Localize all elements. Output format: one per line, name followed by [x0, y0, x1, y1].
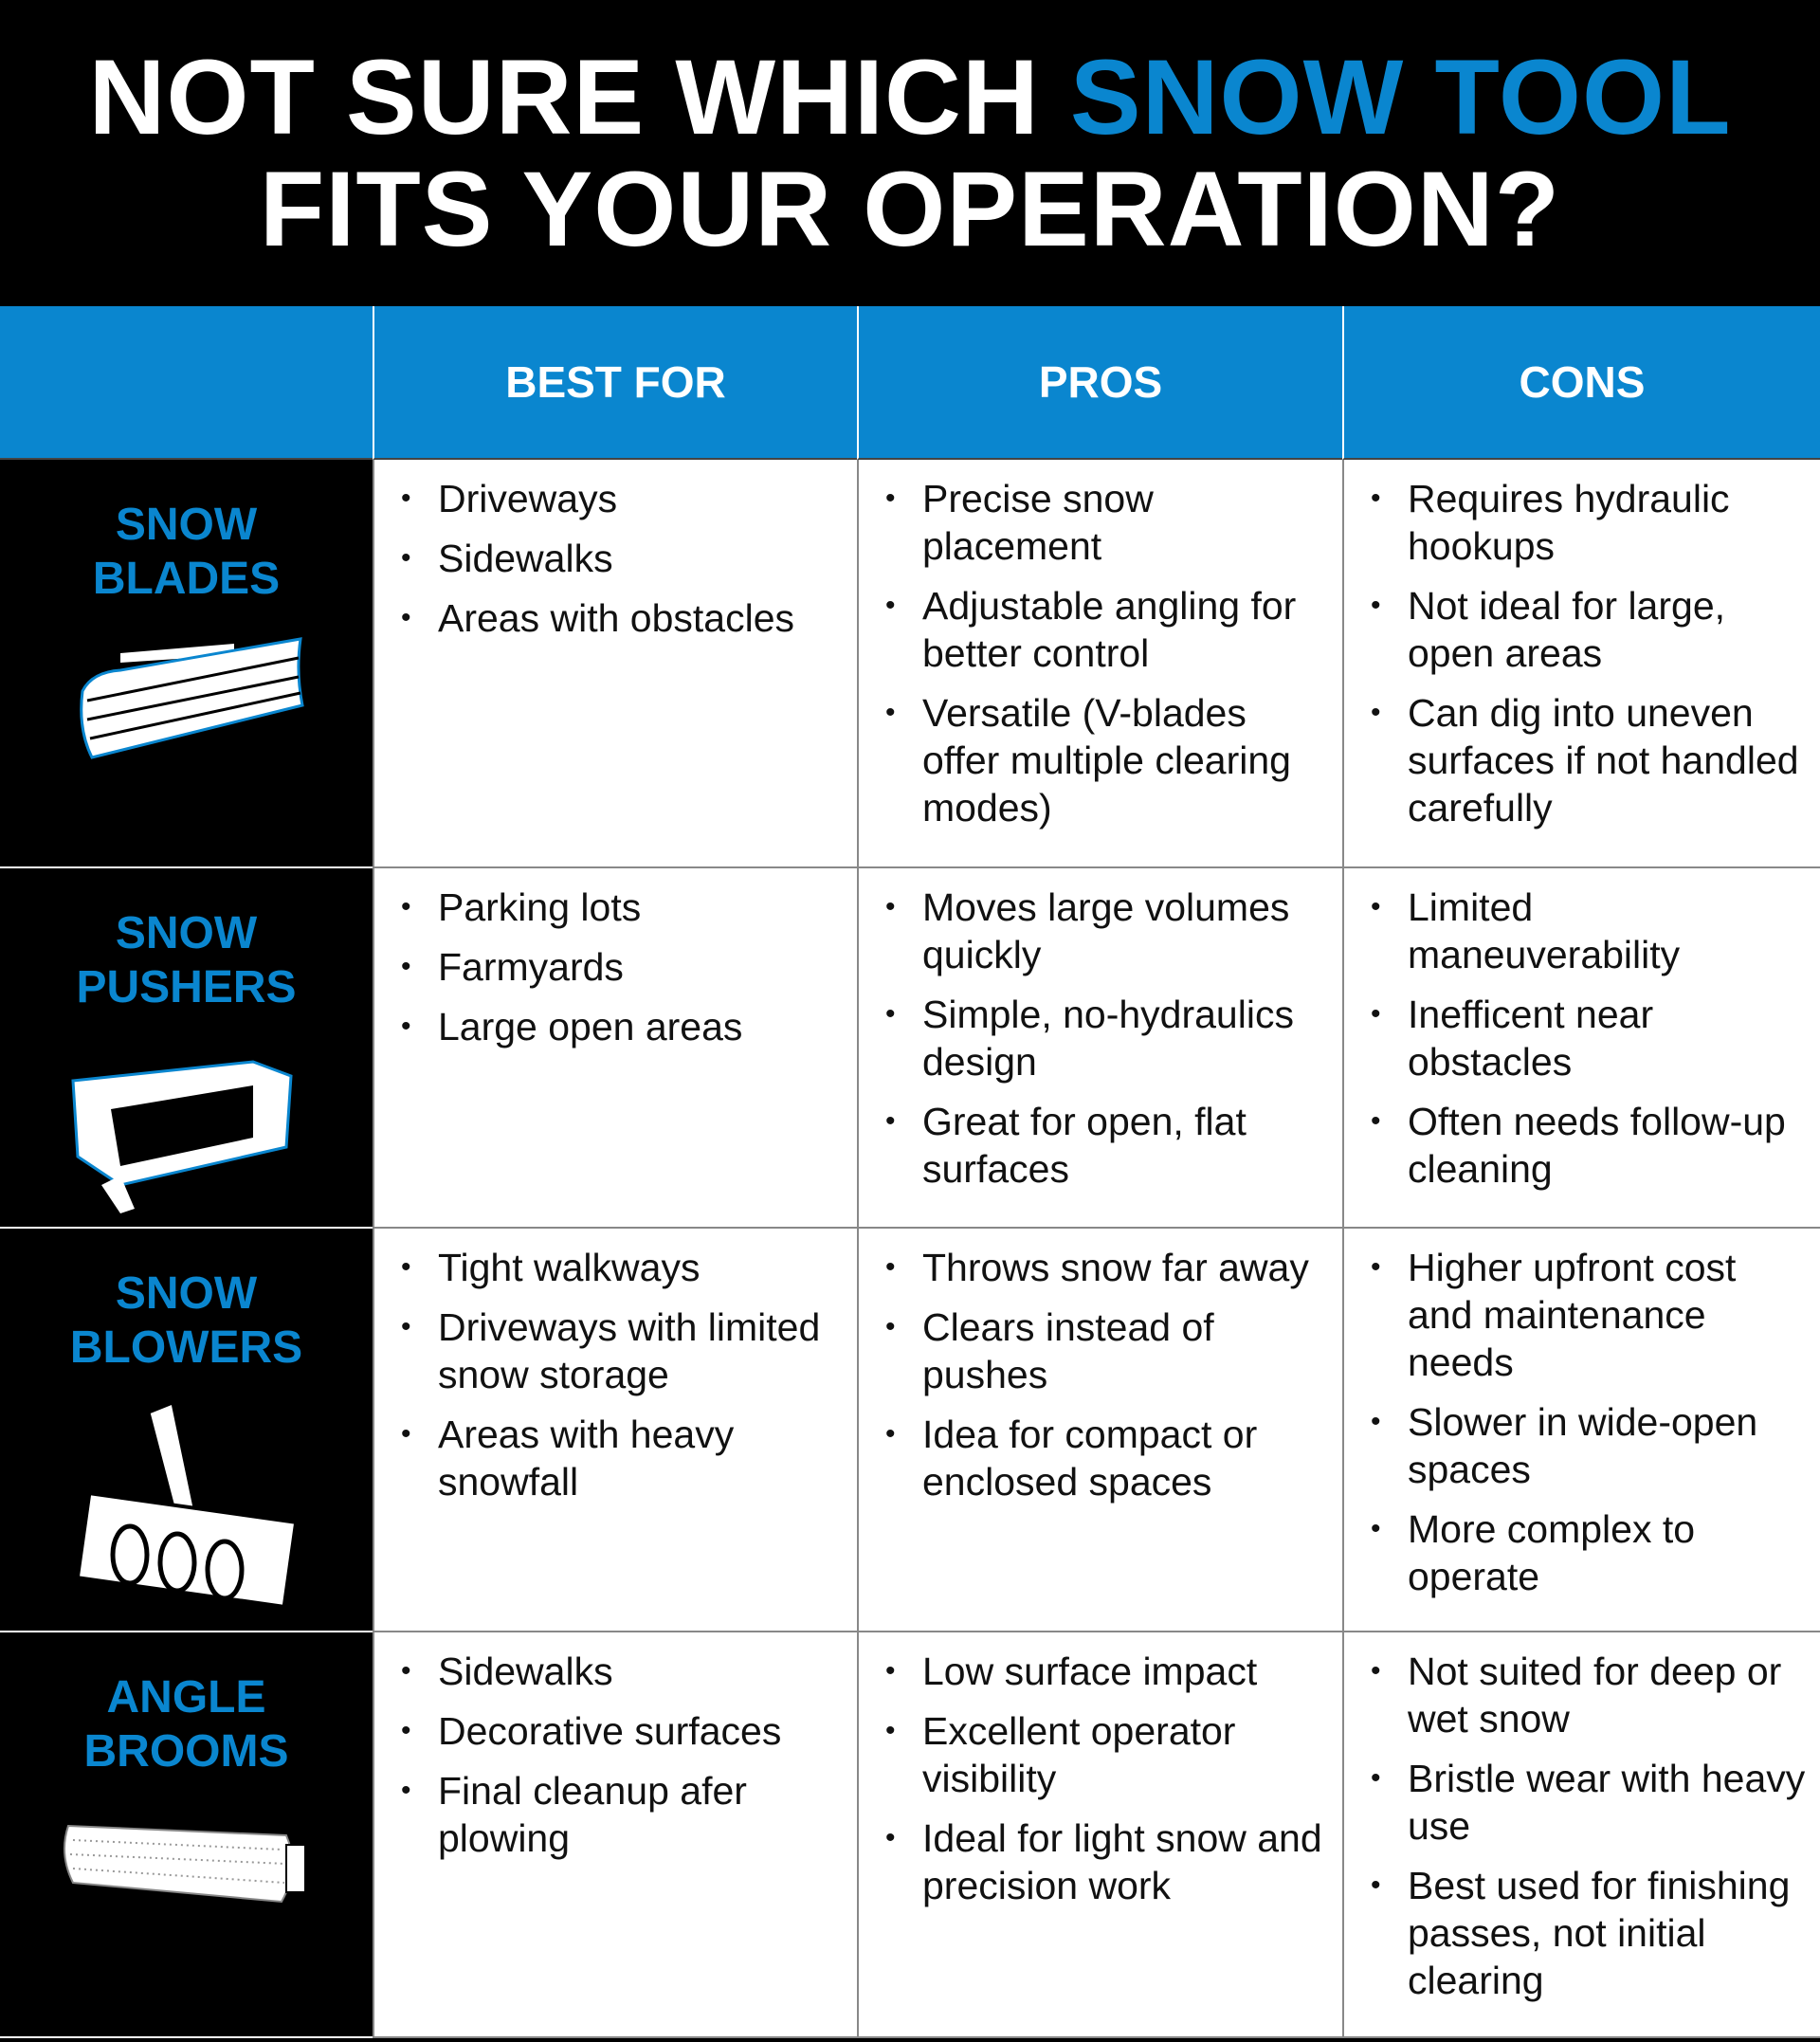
snow-pusher-icon — [64, 1014, 310, 1218]
row-label-cell — [0, 460, 373, 868]
cell-best-for — [373, 1632, 857, 2038]
cell-cons — [1342, 460, 1820, 868]
tool-name-line: BLADES — [92, 554, 281, 604]
bullet-list — [401, 1648, 847, 1862]
tool-name-line: SNOW — [115, 908, 258, 958]
list-item: • Simple, no-hydraulics design — [885, 991, 1333, 1085]
tool-name — [70, 1267, 302, 1375]
list-item: • Areas with heavy snowfall — [401, 1411, 847, 1505]
title-line-1: NOT SURE WHICH SNOW TOOL — [88, 37, 1732, 156]
list-item: • Moves large volumes quickly — [885, 884, 1333, 978]
header-cons: CONS — [1342, 306, 1820, 460]
list-item: • Idea for compact or enclosed spaces — [885, 1411, 1333, 1505]
list-item: • Slower in wide-open spaces — [1371, 1398, 1811, 1493]
list-item: • Areas with obstacles — [401, 594, 847, 642]
comparison-table — [0, 306, 1820, 2038]
bullet-list — [1371, 884, 1811, 1193]
list-item: • Not suited for deep or wet snow — [1371, 1648, 1811, 1742]
list-item: • Driveways with limited snow storage — [401, 1304, 847, 1398]
bullet-list — [1371, 1648, 1811, 2004]
row-label-cell — [0, 1632, 373, 2038]
tool-name — [93, 498, 280, 606]
title-accent: SNOW TOOL — [1069, 37, 1732, 156]
header-best-for: BEST FOR — [373, 306, 857, 460]
tool-name — [76, 906, 296, 1014]
list-item: • Final cleanup afer plowing — [401, 1767, 847, 1862]
snow-blower-icon — [64, 1375, 310, 1635]
list-item: • Throws snow far away — [885, 1244, 1333, 1291]
list-item: • Parking lots — [401, 884, 847, 931]
header-pros: PROS — [857, 306, 1342, 460]
tool-name-line: BLOWERS — [69, 1322, 303, 1373]
page-title — [0, 0, 1820, 306]
row-label-cell — [0, 868, 373, 1229]
cell-best-for — [373, 1229, 857, 1632]
bullet-list — [1371, 1244, 1811, 1600]
tool-name — [84, 1670, 289, 1778]
cell-cons — [1342, 1632, 1820, 2038]
list-item: • Excellent operator visibility — [885, 1707, 1333, 1802]
list-item: • Great for open, flat surfaces — [885, 1098, 1333, 1193]
tool-name-line: ANGLE — [106, 1672, 266, 1723]
bullet-list — [885, 1648, 1333, 1909]
list-item: • Can dig into uneven surfaces if not handled carefully — [1371, 689, 1811, 831]
cell-cons — [1342, 868, 1820, 1229]
bullet-list — [401, 884, 847, 1050]
list-item: • Requires hydraulic hookups — [1371, 475, 1811, 570]
list-item: • Bristle wear with heavy use — [1371, 1755, 1811, 1850]
header-empty — [0, 306, 373, 460]
cell-pros — [857, 868, 1342, 1229]
title-line-2: FITS YOUR OPERATION? — [259, 149, 1561, 268]
cell-best-for — [373, 460, 857, 868]
cell-pros — [857, 1229, 1342, 1632]
bullet-list — [401, 1244, 847, 1505]
list-item: • Farmyards — [401, 943, 847, 991]
list-item: • More complex to operate — [1371, 1505, 1811, 1600]
bullet-list — [401, 475, 847, 642]
bullet-list — [885, 884, 1333, 1193]
list-item: • Versatile (V-blades offer multiple clearing modes) — [885, 689, 1333, 831]
list-item: • Inefficent near obstacles — [1371, 991, 1811, 1085]
list-item: • Adjustable angling for better control — [885, 582, 1333, 677]
tool-name-line: SNOW — [115, 1268, 258, 1319]
cell-pros — [857, 460, 1342, 868]
list-item: • Tight walkways — [401, 1244, 847, 1291]
cell-pros — [857, 1632, 1342, 2038]
list-item: • Best used for finishing passes, not initial clearing — [1371, 1862, 1811, 2004]
list-item: • Sidewalks — [401, 1648, 847, 1695]
list-item: • Not ideal for large, open areas — [1371, 582, 1811, 677]
list-item: • Limited maneuverability — [1371, 884, 1811, 978]
list-item: • Ideal for light snow and precision work — [885, 1814, 1333, 1909]
list-item: • Precise snow placement — [885, 475, 1333, 570]
list-item: • Clears instead of pushes — [885, 1304, 1333, 1398]
bullet-list — [1371, 475, 1811, 831]
cell-cons — [1342, 1229, 1820, 1632]
angle-broom-icon — [59, 1778, 315, 1925]
list-item: • Higher upfront cost and maintenance needs — [1371, 1244, 1811, 1386]
bullet-list — [885, 475, 1333, 831]
tool-name-line: PUSHERS — [76, 962, 297, 1012]
snow-blade-icon — [64, 606, 310, 772]
list-item: • Large open areas — [401, 1003, 847, 1050]
cell-best-for — [373, 868, 857, 1229]
list-item: • Often needs follow-up cleaning — [1371, 1098, 1811, 1193]
tool-name-line: BROOMS — [83, 1726, 289, 1777]
list-item: • Sidewalks — [401, 535, 847, 582]
row-label-cell — [0, 1229, 373, 1632]
list-item: • Low surface impact — [885, 1648, 1333, 1695]
list-item: • Decorative surfaces — [401, 1707, 847, 1755]
bullet-list — [885, 1244, 1333, 1505]
list-item: • Driveways — [401, 475, 847, 522]
tool-name-line: SNOW — [115, 500, 258, 550]
